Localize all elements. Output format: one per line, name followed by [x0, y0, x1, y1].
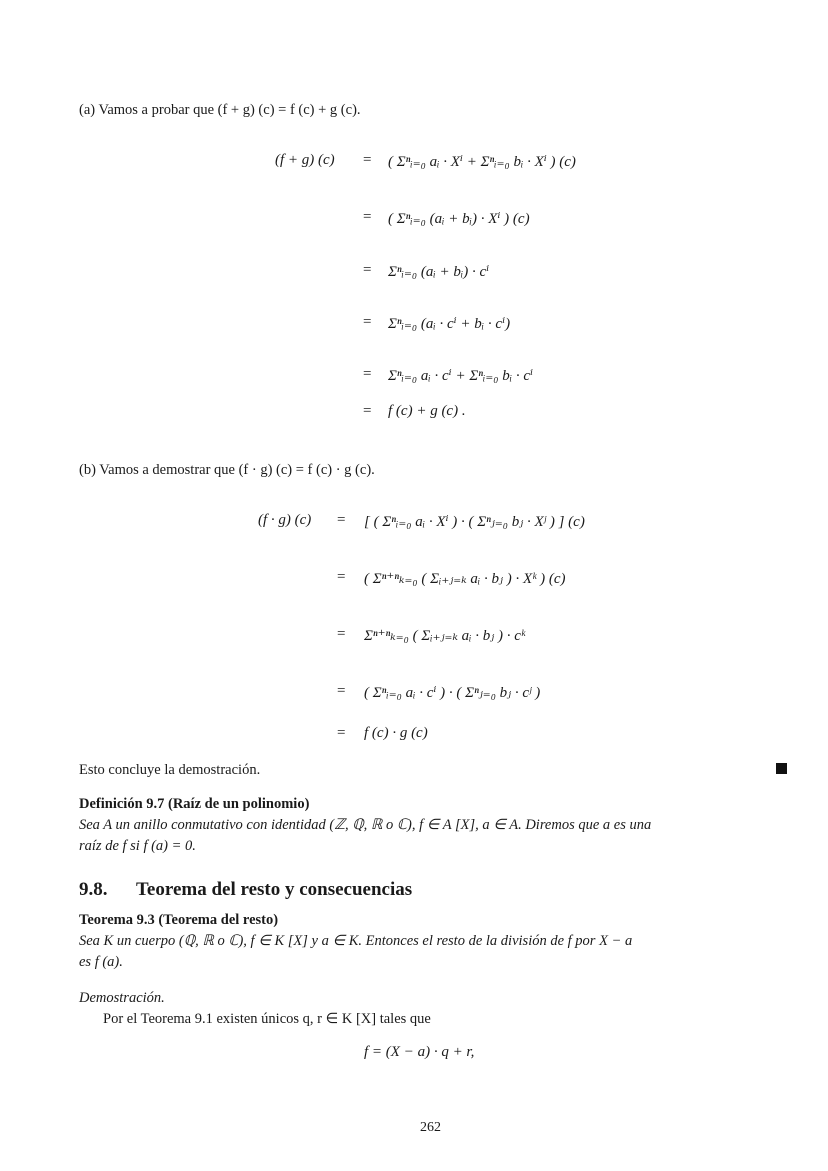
equals-sign: =: [337, 626, 346, 642]
proof-label: Demostración.: [79, 990, 165, 1006]
part-a-row-2: ( Σⁿᵢ₌₀ (aᵢ + bᵢ) · Xⁱ ) (c): [388, 211, 530, 227]
part-a-row-5: Σⁿᵢ₌₀ aᵢ · cⁱ + Σⁿᵢ₌₀ bᵢ · cⁱ: [388, 368, 534, 384]
equals-sign: =: [337, 569, 346, 585]
part-a-lhs: (f + g) (c): [275, 152, 335, 168]
equals-sign: =: [363, 403, 372, 419]
equals-sign: =: [363, 262, 372, 278]
theorem-line-2: es f (a).: [79, 954, 123, 970]
equals-sign: =: [363, 209, 372, 225]
conclusion-text: Esto concluye la demostración.: [79, 762, 261, 778]
equals-sign: =: [363, 366, 372, 382]
equals-sign: =: [337, 512, 346, 528]
part-a-row-1: ( Σⁿᵢ₌₀ aᵢ · Xⁱ + Σⁿᵢ₌₀ bᵢ · Xⁱ ) (c): [388, 154, 576, 170]
part-b-row-1: [ ( Σⁿᵢ₌₀ aᵢ · Xⁱ ) · ( Σⁿⱼ₌₀ bⱼ · Xʲ ) ] (c): [364, 514, 585, 530]
part-a-row-3: Σⁿᵢ₌₀ (aᵢ + bᵢ) · cⁱ: [388, 264, 490, 280]
part-a-row-4: Σⁿᵢ₌₀ (aᵢ · cⁱ + bᵢ · cⁱ): [388, 316, 511, 332]
equals-sign: =: [337, 683, 346, 699]
part-b-intro: (b) Vamos a demostrar que (f · g) (c) = f (c) · g (c).: [79, 462, 375, 478]
qed-square-icon: [776, 763, 787, 774]
definition-line-2: raíz de f si f (a) = 0.: [79, 838, 196, 854]
page-number: 262: [420, 1120, 441, 1135]
proof-equation: f = (X − a) · q + r,: [364, 1044, 475, 1060]
equals-sign: =: [363, 314, 372, 330]
part-b-row-5: f (c) · g (c): [364, 725, 428, 741]
section-title: Teorema del resto y consecuencias: [136, 879, 413, 900]
theorem-line-1: Sea K un cuerpo (ℚ, ℝ o ℂ), f ∈ K [X] y a ∈ K. Entonces el resto de la división de f por X − a: [79, 933, 633, 949]
proof-line-1: Por el Teorema 9.1 existen únicos q, r ∈ K [X] tales que: [103, 1011, 431, 1027]
part-b-row-3: Σⁿ⁺ⁿₖ₌₀ ( Σᵢ₊ⱼ₌ₖ aᵢ · bⱼ ) · cᵏ: [364, 628, 526, 644]
theorem-title: Teorema 9.3 (Teorema del resto): [79, 912, 279, 928]
part-a-intro: (a) Vamos a probar que (f + g) (c) = f (c) + g (c).: [79, 102, 361, 118]
part-b-row-2: ( Σⁿ⁺ⁿₖ₌₀ ( Σᵢ₊ⱼ₌ₖ aᵢ · bⱼ ) · Xᵏ ) (c): [364, 571, 566, 587]
equals-sign: =: [337, 725, 346, 741]
definition-line-1: Sea A un anillo conmutativo con identidad (ℤ, ℚ, ℝ o ℂ), f ∈ A [X], a ∈ A. Diremos que a es una: [79, 817, 652, 833]
part-b-lhs: (f · g) (c): [258, 512, 312, 528]
part-a-row-6: f (c) + g (c) .: [388, 403, 466, 419]
section-number: 9.8.: [79, 879, 108, 900]
equals-sign: =: [363, 152, 372, 168]
definition-title: Definición 9.7 (Raíz de un polinomio): [79, 796, 310, 812]
part-b-row-4: ( Σⁿᵢ₌₀ aᵢ · cⁱ ) · ( Σⁿⱼ₌₀ bⱼ · cʲ ): [364, 685, 541, 701]
